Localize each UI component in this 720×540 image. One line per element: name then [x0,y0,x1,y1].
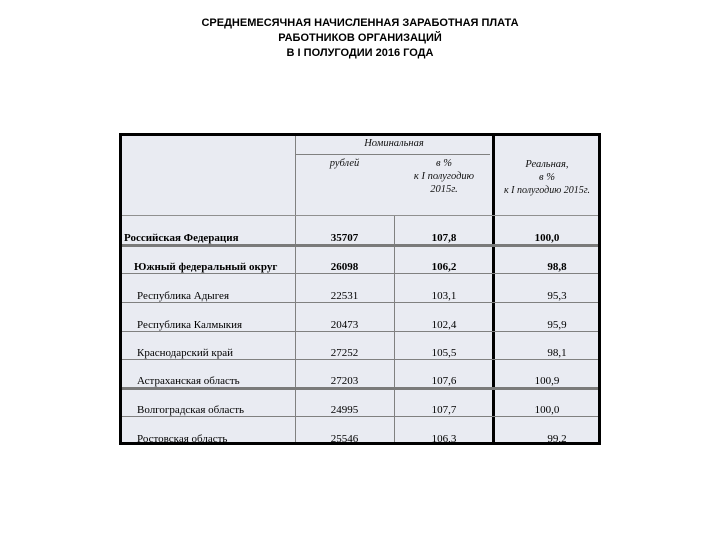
title-line-2: РАБОТНИКОВ ОРГАНИЗАЦИЙ [278,32,442,44]
real-pct-value: 95,3 [547,290,567,302]
row-divider [122,331,598,332]
region-name: Южный федеральный округ [134,261,278,273]
region-name: Российская Федерация [124,232,239,244]
rubles-value: 25546 [330,433,359,445]
header-real-line1: Реальная, [525,159,569,170]
row-divider [122,215,598,216]
row-divider [122,416,598,417]
header-nominal-pct-line2: к I полугодию [413,171,475,182]
rubles-value: 22531 [330,290,359,302]
header-nominal-pct-line3: 2015г. [430,184,458,195]
document-title [0,16,720,61]
header-real-line2: в % [539,172,555,183]
header-rubles: рублей [329,158,360,169]
salary-table [119,133,601,445]
rubles-value: 35707 [330,232,359,244]
rubles-value: 24995 [330,404,359,416]
header-real-pct [495,158,599,197]
row-divider [122,244,598,247]
region-name: Краснодарский край [137,347,234,359]
nominal-pct-value: 107,8 [431,232,457,244]
real-pct-value: 98,1 [547,347,567,359]
col-divider [295,136,296,442]
region-name: Республика Адыгея [137,290,230,302]
nominal-pct-value: 103,1 [431,290,457,302]
header-nominal-pct [395,157,493,196]
row-divider [122,359,598,360]
rubles-value: 27252 [330,347,359,359]
row-divider [122,387,598,390]
header-real-line3: к I полугодию 2015г. [503,185,591,196]
title-line-1: СРЕДНЕМЕСЯЧНАЯ НАЧИСЛЕННАЯ ЗАРАБОТНАЯ ПЛАТА [201,17,519,29]
header-nominal-pct-line1: в % [436,158,452,169]
region-name: Республика Калмыкия [137,319,243,331]
real-pct-value: 98,8 [547,261,567,273]
header-divider [295,154,490,155]
rubles-value: 27203 [330,375,359,387]
nominal-pct-value: 107,6 [431,375,457,387]
nominal-pct-value: 107,7 [431,404,457,416]
rubles-value: 26098 [330,261,359,273]
nominal-pct-value: 106,3 [431,433,457,445]
real-pct-value: 100,0 [534,232,560,244]
region-name: Волгоградская область [137,404,245,416]
header-nominal: Номинальная [364,138,424,149]
nominal-pct-value: 105,5 [431,347,457,359]
real-pct-value: 100,9 [534,375,560,387]
region-name: Ростовская область [137,433,228,445]
title-line-3: В I ПОЛУГОДИИ 2016 ГОДА [286,47,434,59]
row-divider [122,273,598,274]
rubles-value: 20473 [330,319,359,331]
real-pct-value: 95,9 [547,319,567,331]
region-name: Астраханская область [137,375,240,387]
real-pct-value: 100,0 [534,404,560,416]
nominal-pct-value: 102,4 [431,319,457,331]
real-pct-value: 99,2 [547,433,567,445]
row-divider [122,302,598,303]
nominal-pct-value: 106,2 [431,261,457,273]
